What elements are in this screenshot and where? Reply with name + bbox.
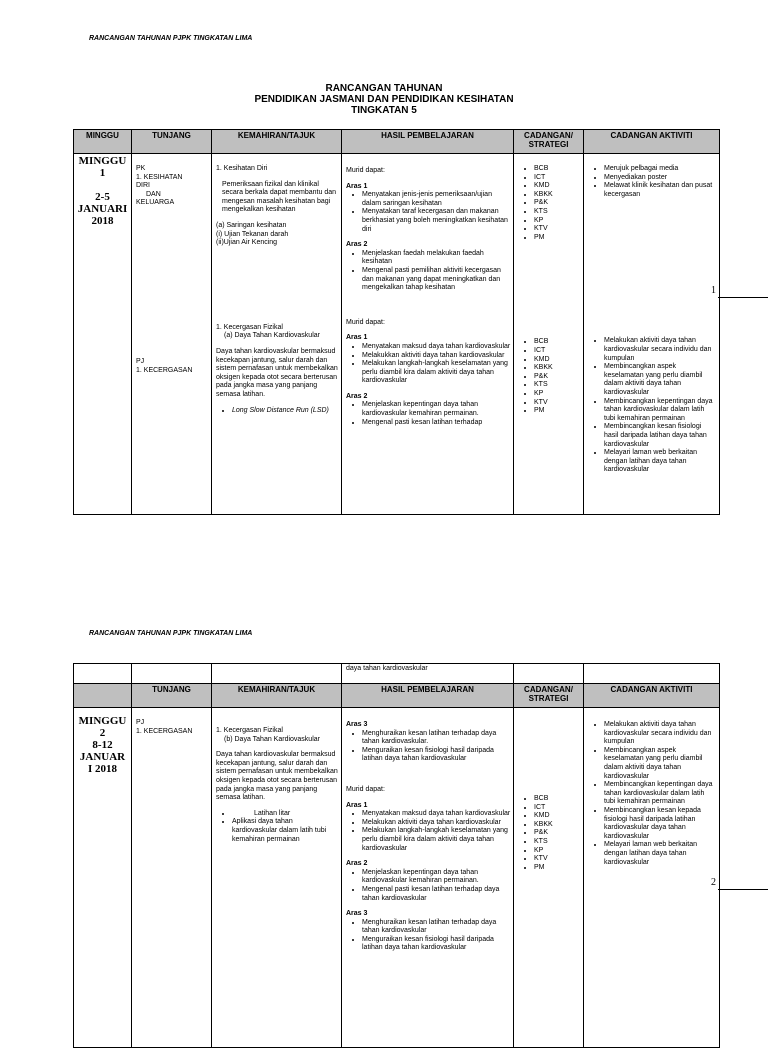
plan-table-page-2 <box>73 663 720 1048</box>
aras-heading: Aras 3 <box>346 910 368 918</box>
carryover-aktiviti <box>584 664 720 684</box>
header-minggu-2 <box>74 684 132 708</box>
hasil-item: • Menyatakan maksud daya tahan kardiovaskular <box>362 343 511 352</box>
header-strategi-line-1: CADANGAN/ <box>524 685 573 694</box>
aras-heading: Aras 1 <box>346 182 368 190</box>
strategi-item: • KP <box>534 390 581 399</box>
aktiviti-list-1 <box>588 155 717 199</box>
carryover-hasil: daya tahan kardiovaskular <box>342 664 514 684</box>
tunjang-line: 1. KECERGASAN <box>136 366 193 374</box>
tunjang-cell <box>132 154 212 515</box>
minggu-year: I 2018 <box>87 763 118 775</box>
page-number-2: 2 <box>711 877 716 888</box>
strategi-item: • KTV <box>534 225 581 234</box>
tunjang-line: 1. KESIHATAN <box>136 173 183 181</box>
page-edge-line <box>718 297 768 298</box>
carryover-tunjang <box>132 664 212 684</box>
strategi-item: • KTS <box>534 381 581 390</box>
header-aktiviti-2: CADANGAN AKTIVITI <box>584 684 720 708</box>
header-strategi <box>514 130 584 154</box>
tunjang-pj <box>136 358 209 375</box>
aktiviti-item: • Membincangkan aspek keselamatan yang perlu diambil dalam aktiviti daya tahan kardiovaskular <box>604 363 717 397</box>
header-hasil-2: HASIL PEMBELAJARAN <box>342 684 514 708</box>
strategi-item: • P&K <box>534 829 581 838</box>
title-line-1: RANCANGAN TAHUNAN <box>325 83 443 94</box>
strategi-cell-2 <box>514 708 584 1048</box>
header-strategi-line-1: CADANGAN/ <box>524 131 573 140</box>
document-title <box>0 83 768 116</box>
hasil-item: • Menjelaskan kepentingan daya tahan kardiovaskular kemahiran permainan. <box>362 869 511 886</box>
strategi-item: • KTV <box>534 855 581 864</box>
strategi-item: • BCB <box>534 165 581 174</box>
aras-heading: Aras 1 <box>346 801 368 809</box>
aktiviti-item: • Membincangkan kesan fisiologi hasil daripada latihan daya tahan kardiovaskular <box>604 423 717 449</box>
tunjang-pk <box>136 155 209 208</box>
kemahiran-section-1 <box>216 155 339 248</box>
aras-heading: Aras 2 <box>346 392 368 400</box>
title-line-3: TINGKATAN 5 <box>351 105 417 116</box>
strategi-item: • PM <box>534 234 581 243</box>
strategi-item: • BCB <box>534 795 581 804</box>
aktiviti-item: • Melakukan aktiviti daya tahan kardiovaskular secara individu dan kumpulan <box>604 721 717 747</box>
carryover-kemahiran <box>212 664 342 684</box>
plan-table-page-1 <box>73 129 720 515</box>
kemahiran-title: 1. Kecergasan Fizikal <box>216 727 283 734</box>
strategi-item: • KMD <box>534 812 581 821</box>
kemahiran-title: 1. Kesihatan Diri <box>216 165 268 172</box>
hasil-item: • Menguraikan kesan fisiologi hasil daripada latihan daya tahan kardiovaskular <box>362 936 511 953</box>
kemahiran-cell-2 <box>212 708 342 1048</box>
strategi-list-1 <box>518 155 581 242</box>
hasil-item: • Mengenal pasti kesan latihan terhadap daya tahan kardiovaskular <box>362 886 511 903</box>
aktiviti-cell-2 <box>584 708 720 1048</box>
strategi-item: • KTS <box>534 208 581 217</box>
hasil-item: • Menguraikan kesan fisiologi hasil daripada latihan daya tahan kardiovaskular <box>362 747 511 764</box>
aras-heading: Aras 3 <box>346 721 368 728</box>
minggu-cell-2 <box>74 708 132 1048</box>
murid-dapat: Murid dapat: <box>346 785 385 793</box>
header-strategi-line-2: STRATEGI <box>528 140 569 149</box>
kemahiran-sub: (ii)Ujian Air Kencing <box>216 239 278 247</box>
hasil-item: • Menyatakan taraf kecergasan dan makanan berkhasiat yang boleh meningkatkan kesihatan diri <box>362 208 511 234</box>
aktiviti-item: • Membincangkan aspek keselamatan yang perlu diambil dalam aktiviti daya tahan kardiovaskular <box>604 747 717 781</box>
tunjang-line: DAN <box>146 190 161 198</box>
kemahiran-subtitle: (a) Daya Tahan Kardiovaskular <box>224 332 320 340</box>
minggu-year: 2018 <box>91 215 114 227</box>
header-strategi-line-2: STRATEGI <box>528 694 569 703</box>
kemahiran-text: Daya tahan kardiovaskular bermaksud kecekapan jantung, salur darah dan sistem pernafasan untuk membekalkan oksigen kepada otot secara berterusan pada jangka masa yang panjang semasa latihan. <box>216 347 338 398</box>
header-minggu: MINGGU <box>74 130 132 154</box>
aktiviti-item: • Membincangkan kepentingan daya tahan kardiovaskular dalam latih tubi kemahiran permainan <box>604 398 717 424</box>
hasil-item: • Melakukan langkah-langkah keselamatan yang perlu diambil kira dalam aktiviti daya tahan kardiovaskular <box>362 827 511 853</box>
kemahiran-text: Pemeriksaan fizikal dan klinikal secara berkala dapat membantu dan mengesan masalah kesihatan bagi mengekalkan kesihatan <box>222 180 337 214</box>
strategi-item: • BCB <box>534 338 581 347</box>
strategi-item: • KTS <box>534 838 581 847</box>
aktiviti-list <box>588 709 717 867</box>
carryover-strategi <box>514 664 584 684</box>
strategi-item: • KMD <box>534 182 581 191</box>
hasil-item: • Melakukkan aktiviti daya tahan kardiovaskular <box>362 352 511 361</box>
kemahiran-item: • Aplikasi daya tahan kardiovaskular dalam latih tubi kemahiran permainan <box>232 818 339 844</box>
aktiviti-item: • Melayari laman web berkaitan dengan latihan daya tahan kardiovaskular <box>604 841 717 867</box>
minggu-number: 1 <box>99 167 106 179</box>
aktiviti-item: • Membincangkan kesan kepada fisiologi hasil daripada latihan kardiovaskular daya tahan kardiovaskular <box>604 807 717 841</box>
minggu-month: JANUARI <box>77 203 128 215</box>
hasil-item: • Melakukan langkah-langkah keselamatan yang perlu diambil kira dalam aktiviti daya tahan kardiovaskular <box>362 360 511 386</box>
page-number-1: 1 <box>711 285 716 296</box>
hasil-cell <box>342 154 514 515</box>
tunjang-cell-2 <box>132 708 212 1048</box>
hasil-item: • Menyatakan jenis-jenis pemeriksaan/ujian dalam saringan kesihatan <box>362 191 511 208</box>
strategi-item: • P&K <box>534 199 581 208</box>
strategi-item: • PM <box>534 407 581 416</box>
tunjang-line: PK <box>136 165 146 172</box>
strategi-item: • PM <box>534 864 581 873</box>
minggu-dates: 8-12 <box>92 739 113 751</box>
strategi-cell <box>514 154 584 515</box>
hasil-item: • Menghuraikan kesan latihan terhadap daya tahan kardiovaskular <box>362 919 511 936</box>
aktiviti-item: • Menyediakan poster <box>604 174 717 183</box>
header-hasil: HASIL PEMBELAJARAN <box>342 130 514 154</box>
hasil-cell-2 <box>342 708 514 1048</box>
tunjang-line: DIRI <box>136 182 150 190</box>
strategi-item: • KBKK <box>534 191 581 200</box>
strategi-item: • KTV <box>534 399 581 408</box>
aras-heading: Aras 2 <box>346 860 368 868</box>
aras-heading: Aras 1 <box>346 334 368 342</box>
title-line-2: PENDIDIKAN JASMANI DAN PENDIDIKAN KESIHATAN <box>254 94 514 105</box>
strategi-item: • P&K <box>534 373 581 382</box>
aktiviti-item: • Merujuk pelbagai media <box>604 165 717 174</box>
minggu-cell <box>74 154 132 515</box>
kemahiran-subtitle: (b) Daya Tahan Kardiovaskular <box>224 735 320 743</box>
aktiviti-item: • Melayari laman web berkaitan dengan latihan daya tahan kardiovaskular <box>604 449 717 475</box>
strategi-item: • ICT <box>534 347 581 356</box>
strategi-list-2 <box>518 338 581 415</box>
hasil-item: • Mengenal pasti pemilihan aktiviti kecergasan dan makanan yang dapat meningkatkan dan mengekalkan tahap kesihatan <box>362 267 511 293</box>
aktiviti-item: • Melakukan aktiviti daya tahan kardiovaskular secara individu dan kumpulan <box>604 337 717 363</box>
minggu-number: 2 <box>99 727 106 739</box>
hasil-item: • Menjelaskan kepentingan daya tahan kardiovaskular kemahiran permainan. <box>362 401 511 418</box>
minggu-month: JANUAR <box>79 751 126 763</box>
header-tunjang: TUNJANG <box>132 130 212 154</box>
header-kemahiran-2: KEMAHIRAN/TAJUK <box>212 684 342 708</box>
murid-dapat: Murid dapat: <box>346 318 385 326</box>
hasil-section-2 <box>346 319 511 428</box>
kemahiran-item: • Long Slow Distance Run (LSD) <box>232 407 339 416</box>
aktiviti-cell <box>584 154 720 515</box>
tunjang-line: PJ <box>136 357 145 365</box>
strategi-item: • ICT <box>534 804 581 813</box>
strategi-item: • KP <box>534 847 581 856</box>
strategi-list <box>518 709 581 872</box>
aktiviti-item: • Melawat klinik kesihatan dan pusat kecergasan <box>604 182 717 199</box>
hasil-item: • Menghuraikan kesan latihan terhadap daya tahan kardiovaskular. <box>362 730 511 747</box>
hasil-item: • Menjelaskan faedah melakukan faedah kesihatan <box>362 250 511 267</box>
minggu-dates: 2-5 <box>95 191 110 203</box>
kemahiran-sub: (a) Saringan kesihatan <box>216 221 287 229</box>
kemahiran-title: 1. Kecergasan Fizikal <box>216 323 283 331</box>
tunjang-line: KELUARGA <box>136 199 175 207</box>
aktiviti-list-2 <box>588 337 717 475</box>
header-aktiviti: CADANGAN AKTIVITI <box>584 130 720 154</box>
kemahiran-cell <box>212 154 342 515</box>
running-header-2: RANCANGAN TAHUNAN PJPK TINGKATAN LIMA <box>89 630 253 637</box>
minggu-label: MINGGU <box>78 715 127 727</box>
hasil-section-1 <box>346 155 511 293</box>
kemahiran-item: • Latihan litar <box>232 810 339 819</box>
hasil-item: • Menyatakan maksud daya tahan kardiovaskular <box>362 810 511 819</box>
header-strategi-2 <box>514 684 584 708</box>
tunjang-line: 1. KECERGASAN <box>136 727 193 735</box>
kemahiran-text: Daya tahan kardiovaskular bermaksud kecekapan jantung, salur darah dan sistem pernafasan untuk membekalkan oksigen kepada otot secara berterusan pada jangka masa yang panjang semasa latihan. <box>216 751 338 802</box>
minggu-label: MINGGU <box>78 155 127 167</box>
kemahiran-sub: (i) Ujian Tekanan darah <box>216 230 289 238</box>
page-edge-line-2 <box>718 889 768 890</box>
aras-heading: Aras 2 <box>346 241 368 249</box>
strategi-item: • KBKK <box>534 364 581 373</box>
hasil-item: • Melakukan aktiviti daya tahan kardiovaskular <box>362 819 511 828</box>
running-header: RANCANGAN TAHUNAN PJPK TINGKATAN LIMA <box>89 35 253 42</box>
hasil-item: • Mengenal pasti kesan latihan terhadap <box>362 419 511 428</box>
tunjang-line: PJ <box>136 719 145 726</box>
header-tunjang-2: TUNJANG <box>132 684 212 708</box>
carryover-minggu <box>74 664 132 684</box>
strategi-item: • KBKK <box>534 821 581 830</box>
strategi-item: • KMD <box>534 356 581 365</box>
header-kemahiran: KEMAHIRAN/TAJUK <box>212 130 342 154</box>
aktiviti-item: • Membincangkan kepentingan daya tahan kardiovaskular dalam latih tubi kemahiran permainan <box>604 781 717 807</box>
strategi-item: • KP <box>534 217 581 226</box>
strategi-item: • ICT <box>534 174 581 183</box>
murid-dapat: Murid dapat: <box>346 167 385 174</box>
kemahiran-section-2 <box>216 324 339 415</box>
